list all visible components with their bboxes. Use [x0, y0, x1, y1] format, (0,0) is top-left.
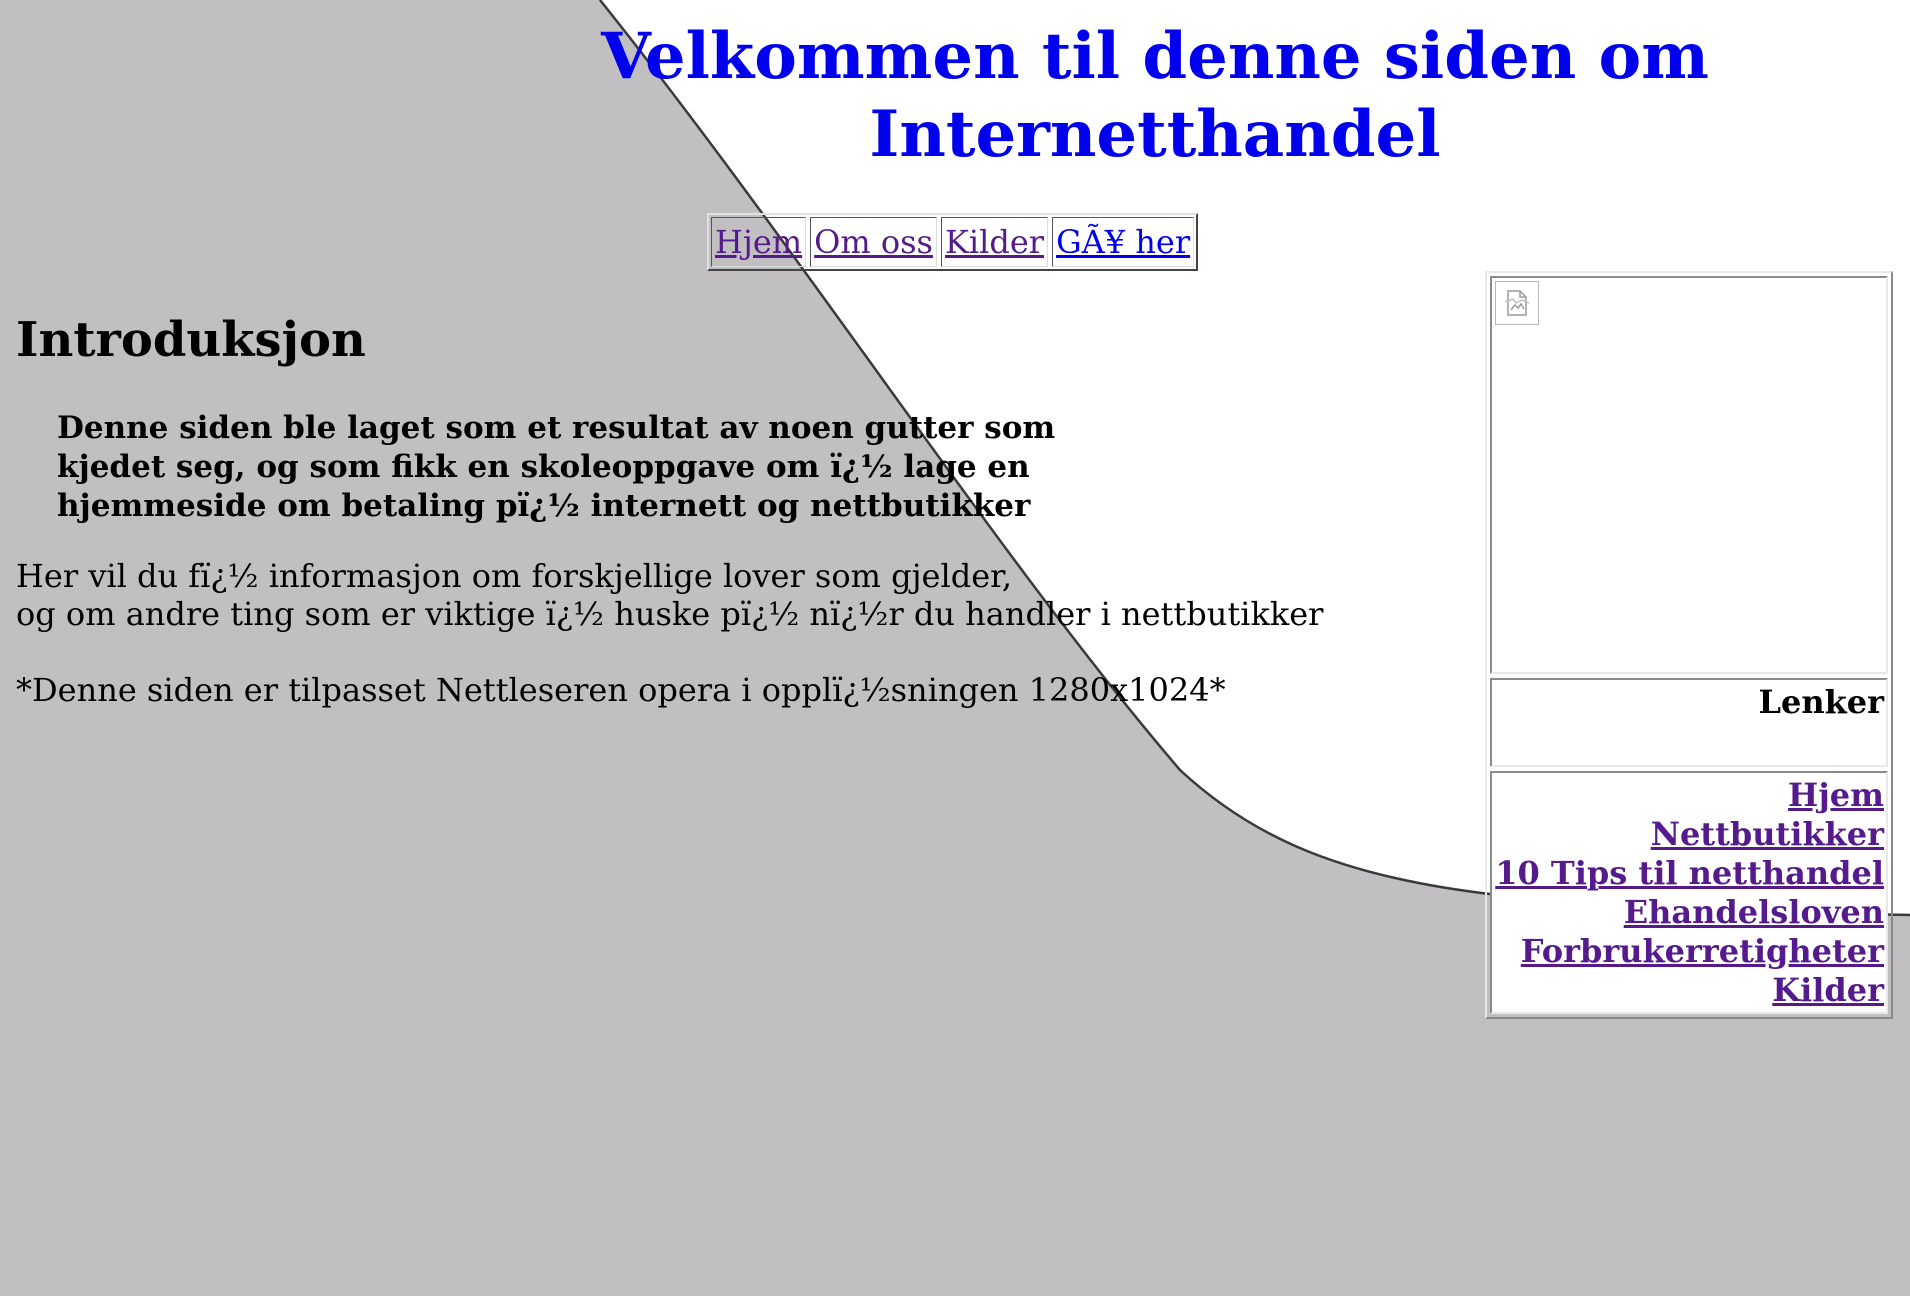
- sidebar-links-heading-box: [1490, 678, 1888, 767]
- intro-body-line: Her vil du fï¿½ informasjon om forskjellige lover som gjelder,: [16, 557, 1013, 595]
- nav-cell-ga-her: [1052, 217, 1194, 267]
- intro-lead-line: Denne siden ble laget som et resultat av noen gutter som: [57, 410, 1056, 446]
- nav-cell-kilder: [941, 217, 1048, 267]
- nav-cell-hjem: [711, 217, 806, 267]
- intro-body: [16, 557, 1323, 709]
- intro-lead-paragraph: [57, 409, 1117, 526]
- spacer: [16, 633, 1323, 671]
- nav-link-om-oss[interactable]: Om oss: [814, 223, 933, 261]
- nav-link-kilder[interactable]: Kilder: [944, 223, 1045, 261]
- page-title-line1: Velkommen til denne siden om: [601, 19, 1709, 94]
- sidebar-link-hjem[interactable]: Hjem: [1787, 776, 1884, 814]
- sidebar-link-tips[interactable]: 10 Tips til netthandel: [1495, 854, 1884, 892]
- intro-lead-line: kjedet seg, og som fikk en skoleoppgave om ï¿½ lage en: [57, 449, 1030, 485]
- sidebar-links-list: [1490, 771, 1888, 1014]
- broken-image-icon: [1495, 281, 1539, 325]
- nav-cell-om-oss: [810, 217, 937, 267]
- resolution-note: *Denne siden er tilpasset Nettleseren opera i opplï¿½sningen 1280x1024*: [16, 671, 1226, 709]
- intro-body-line: og om andre ting som er viktige ï¿½ huske pï¿½ nï¿½r du handler i nettbutikker: [16, 595, 1324, 633]
- nav-link-ga-her[interactable]: GÃ¥ her: [1056, 223, 1191, 261]
- sidebar-image-box: [1490, 276, 1888, 674]
- page-title-line2: Internetthandel: [869, 97, 1441, 172]
- page-title: [555, 18, 1755, 174]
- sidebar-link-forbrukerretigheter[interactable]: Forbrukerretigheter: [1520, 932, 1884, 970]
- intro-lead-line: hjemmeside om betaling pï¿½ internett og nettbutikker: [57, 488, 1031, 524]
- sidebar-link-nettbutikker[interactable]: Nettbutikker: [1650, 815, 1884, 853]
- sidebar-link-ehandelsloven[interactable]: Ehandelsloven: [1623, 893, 1884, 931]
- sidebar-link-kilder[interactable]: Kilder: [1772, 971, 1884, 1009]
- sidebar-links-heading: Lenker: [1758, 683, 1884, 721]
- nav-link-hjem[interactable]: Hjem: [715, 223, 803, 261]
- intro-heading: Introduksjon: [16, 312, 366, 368]
- sidebar: [1485, 271, 1893, 1019]
- top-navigation: [707, 213, 1198, 271]
